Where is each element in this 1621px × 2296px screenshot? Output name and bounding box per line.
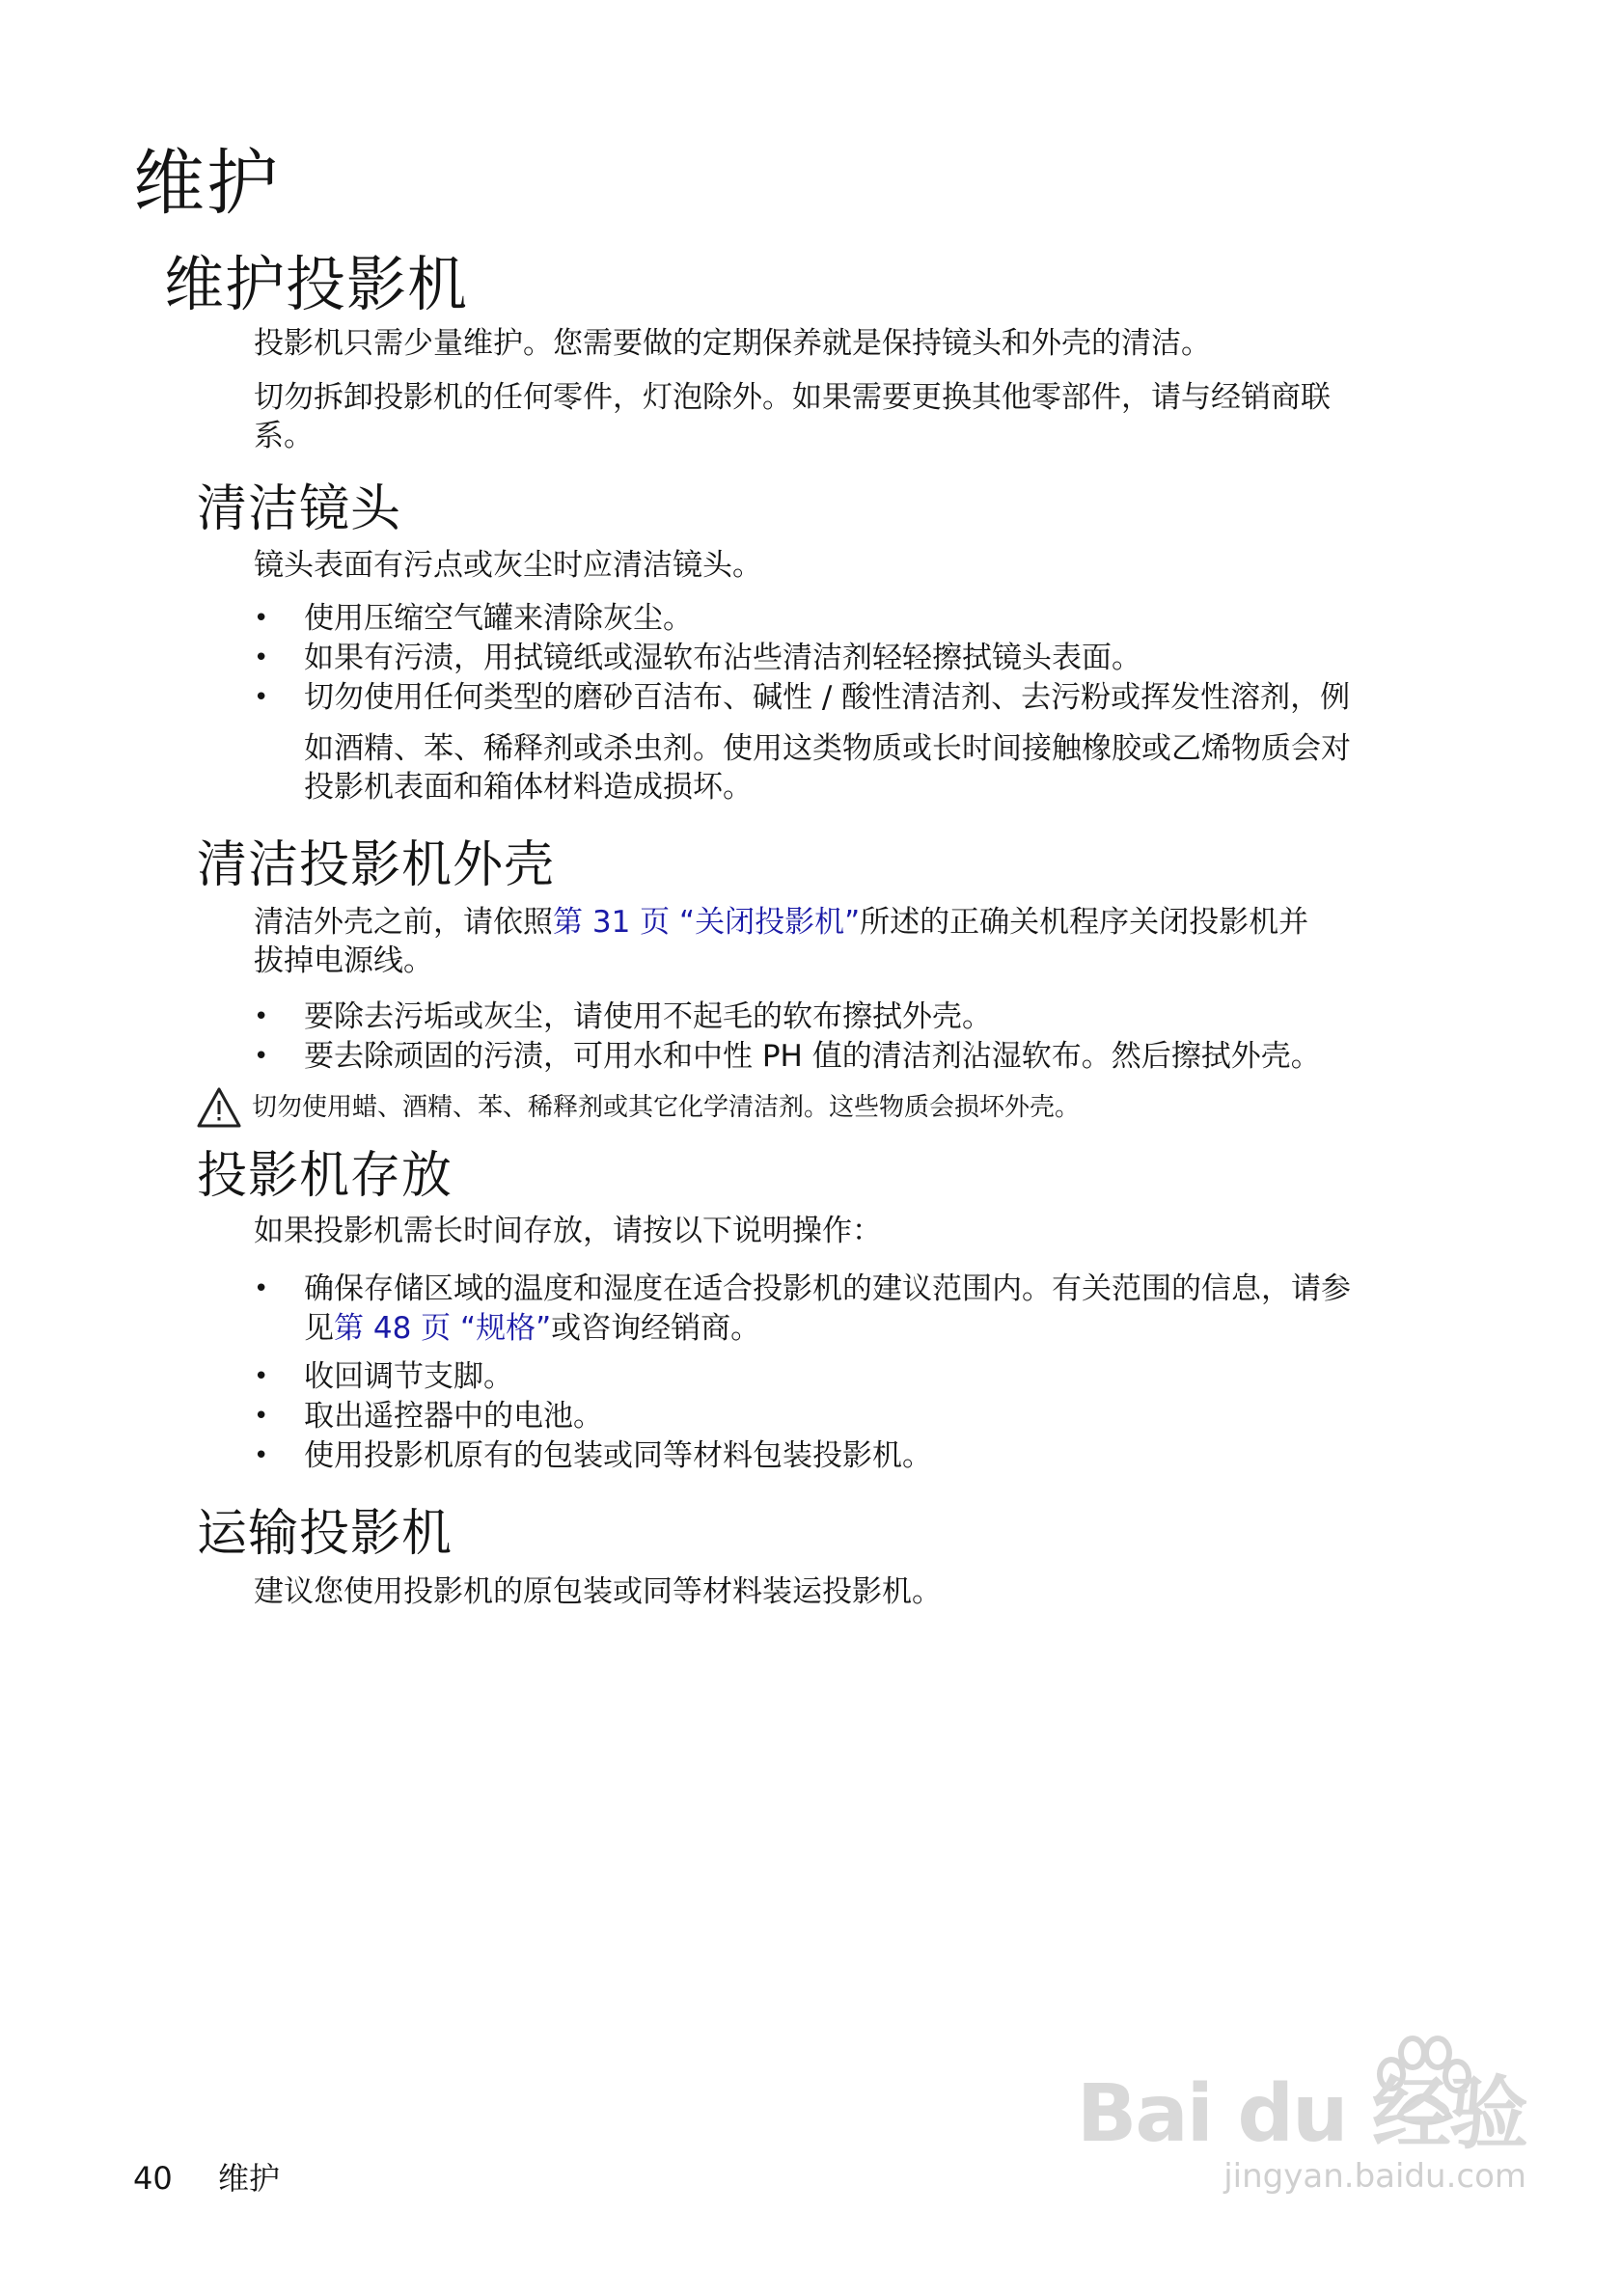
lens-bullet-3-line-2: 如酒精、苯、稀释剂或杀虫剂。使用这类物质或长时间接触橡胶或乙烯物质会对	[304, 731, 1351, 766]
list-item: • 使用压缩空气罐来清除灰尘。	[254, 599, 1350, 639]
case-intro-line-1	[254, 903, 1308, 942]
lens-intro: 镜头表面有污点或灰尘时应清洁镜头。	[254, 548, 762, 583]
list-item: • 要去除顽固的污渍，可用水和中性 PH 值的清洁剂沾湿软布。然后擦拭外壳。	[254, 1037, 1321, 1077]
list-item: • 使用投影机原有的包装或同等材料包装投影机。	[254, 1436, 932, 1476]
watermark-main: Bai du 经验	[1076, 2068, 1526, 2160]
list-item: • 要除去污垢或灰尘，请使用不起毛的软布擦拭外壳。	[254, 998, 1321, 1037]
lens-section-title: 清洁镜头	[197, 480, 402, 538]
intro-paragraph-2-line-1: 切勿拆卸投影机的任何零件，灯泡除外。如果需要更换其他零部件，请与经销商联	[254, 380, 1331, 415]
watermark-url: jingyan.baidu.com	[1223, 2157, 1526, 2196]
page-number: 40	[133, 2160, 173, 2197]
case-intro-post: 所述的正确关机程序关闭投影机并	[860, 905, 1309, 940]
transport-intro: 建议您使用投影机的原包装或同等材料装运投影机。	[254, 1574, 942, 1609]
storage-bullet-list	[254, 1270, 1351, 1309]
storage-bullet-pre: 见	[304, 1311, 334, 1346]
warning-note	[196, 1086, 1080, 1129]
storage-spec-link[interactable]: 第 48 页 “规格”	[334, 1311, 552, 1346]
case-bullet-list	[254, 998, 1321, 1077]
case-intro-line-2: 拔掉电源线。	[254, 943, 433, 978]
lens-bullet-list	[254, 599, 1350, 718]
list-item: • 如果有污渍，用拭镜纸或湿软布沾些清洁剂轻轻擦拭镜头表面。	[254, 639, 1350, 678]
footer-chapter: 维护	[218, 2160, 281, 2197]
list-item: • 确保存储区域的温度和湿度在适合投影机的建议范围内。有关范围的信息，请参	[254, 1270, 1351, 1309]
warning-text: 切勿使用蜡、酒精、苯、稀释剂或其它化学清洁剂。这些物质会损坏外壳。	[252, 1093, 1081, 1122]
lens-bullet-3-line-3: 投影机表面和箱体材料造成损坏。	[304, 770, 753, 805]
transport-section-title: 运输投影机	[197, 1505, 453, 1563]
watermark	[1076, 2068, 1526, 2196]
storage-bullet-1-line-2	[304, 1309, 760, 1348]
storage-bullet-post: 或咨询经销商。	[551, 1311, 761, 1346]
storage-section-title: 投影机存放	[197, 1147, 453, 1205]
warning-triangle-icon	[196, 1086, 242, 1129]
storage-bullet-list-2	[254, 1357, 932, 1476]
case-intro-link[interactable]: 第 31 页 “关闭投影机”	[553, 905, 861, 940]
section-title: 维护投影机	[164, 249, 469, 319]
case-section-title: 清洁投影机外壳	[197, 836, 556, 894]
chapter-title: 维护	[133, 142, 280, 225]
list-item: • 收回调节支脚。	[254, 1357, 932, 1397]
intro-paragraph-1: 投影机只需少量维护。您需要做的定期保养就是保持镜头和外壳的清洁。	[254, 326, 1211, 361]
storage-intro: 如果投影机需长时间存放，请按以下说明操作：	[254, 1214, 882, 1248]
case-intro-pre: 清洁外壳之前，请依照	[254, 905, 553, 940]
list-item: • 切勿使用任何类型的磨砂百洁布、碱性 / 酸性清洁剂、去污粉或挥发性溶剂，例	[254, 678, 1350, 718]
list-item: • 取出遥控器中的电池。	[254, 1397, 932, 1436]
intro-paragraph-2-line-2: 系。	[254, 419, 314, 453]
